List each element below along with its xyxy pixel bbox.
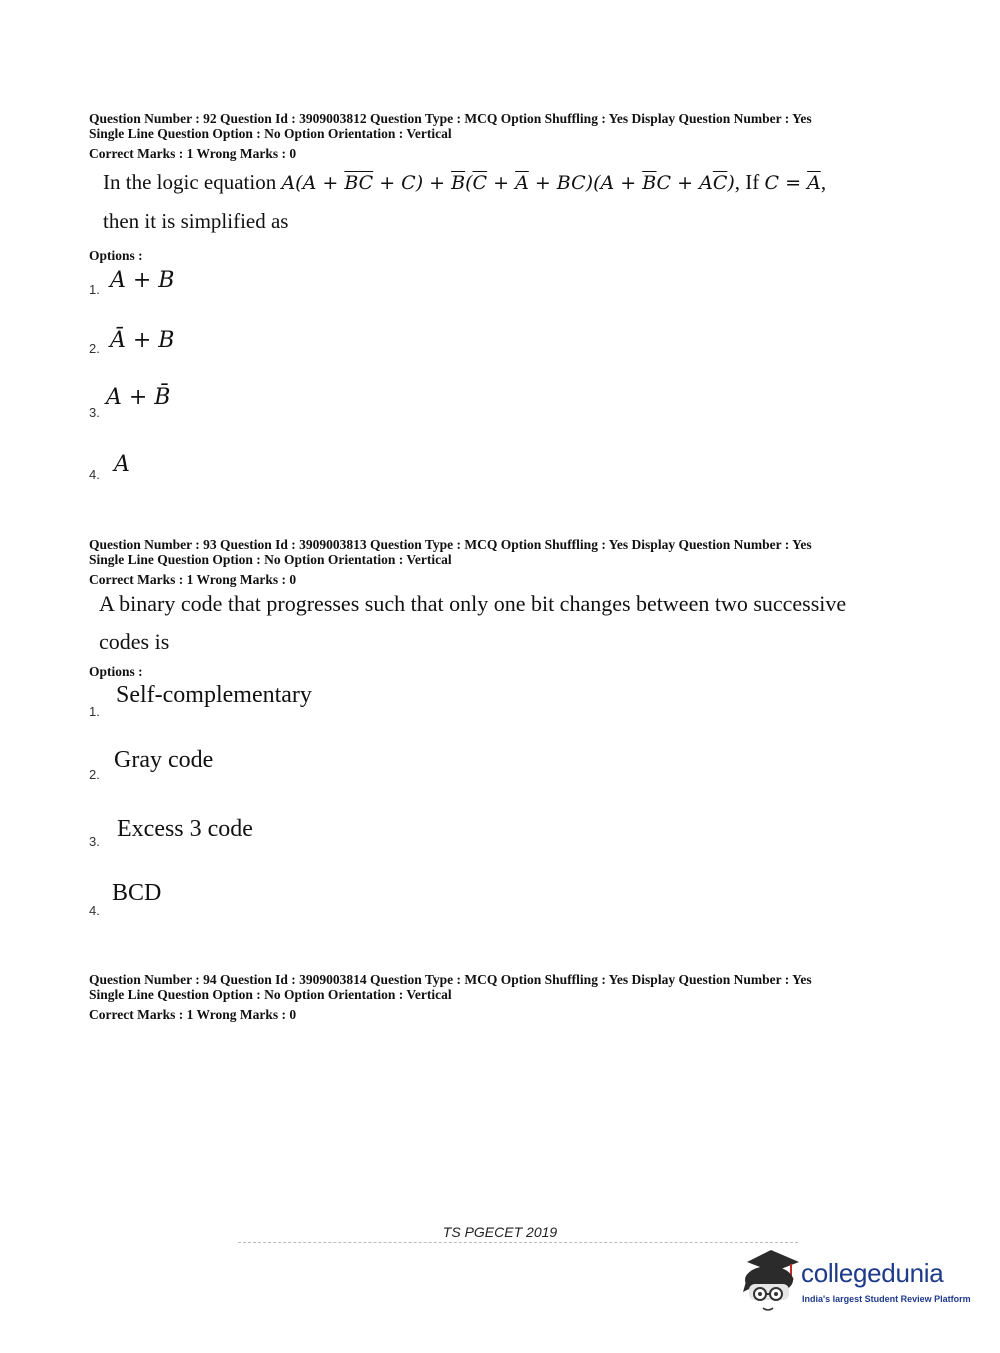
- question-meta-line2: Single Line Question Option : No Option Orientation : Vertical: [89, 126, 452, 141]
- question-meta-line1: Question Number : 93 Question Id : 3909003813 Question Type : MCQ Option Shuffling : Yes Display Question Number : Yes: [89, 537, 812, 552]
- options-label: Options :: [89, 664, 143, 679]
- question-text: [99, 585, 909, 661]
- question-marks: Correct Marks : 1 Wrong Marks : 0: [89, 146, 297, 161]
- option-number: 2.: [89, 341, 100, 356]
- question-text-line1: A binary code that progresses such that only one bit changes between two successive: [99, 591, 847, 616]
- option-value: Gray code: [114, 747, 214, 773]
- option-number: 2.: [89, 767, 100, 782]
- option-number: 4.: [89, 903, 100, 918]
- option-number: 3.: [89, 834, 100, 849]
- logic-equation: $A(A + \overline{B}\overline{C} + C) + \overline{B}(\overline{C} + \overline{A} + BC)(A + \overline{B}C + A\overline{C})$: [281, 172, 735, 194]
- question-94: [89, 972, 909, 1022]
- exam-footer: TS PGECET 2019: [442, 1224, 558, 1240]
- question-text: In the logic equation $A(A + \overline{B}\overline{C} + C) + \overline{B}(\overline{C} + \overline{A} + BC)(A + \overline{B}C + A\overline{C})$, If $C = \overline{A}$, then it is simplified as: [103, 163, 909, 240]
- option-value: BCD: [112, 880, 162, 906]
- mascot-icon: [741, 1248, 803, 1314]
- option-number: 4.: [89, 467, 100, 482]
- question-text-line2: codes is: [99, 629, 170, 654]
- question-93: [89, 537, 909, 680]
- option-value: Excess 3 code: [117, 816, 253, 842]
- footer-divider: [238, 1242, 798, 1243]
- option-value: Self-complementary: [116, 682, 312, 708]
- question-text-suffix: then it is simplified as: [103, 209, 289, 233]
- option-value: Ā + B: [110, 328, 175, 353]
- option-value: A + B: [110, 268, 175, 293]
- question-meta-line2: Single Line Question Option : No Option Orientation : Vertical: [89, 987, 452, 1002]
- option-value: A: [114, 452, 130, 477]
- options-label: Options :: [89, 248, 143, 263]
- collegedunia-logo[interactable]: [741, 1248, 971, 1318]
- brand-name: collegedunia: [801, 1258, 944, 1288]
- option-value: A + B̄: [106, 385, 171, 410]
- question-92: [89, 111, 909, 264]
- option-number: 1.: [89, 704, 100, 719]
- question-text-prefix: In the logic equation: [103, 170, 282, 194]
- question-meta-line1: Question Number : 92 Question Id : 3909003812 Question Type : MCQ Option Shuffling : Yes Display Question Number : Yes: [89, 111, 812, 126]
- question-marks: Correct Marks : 1 Wrong Marks : 0: [89, 1007, 297, 1022]
- question-meta-line2: Single Line Question Option : No Option Orientation : Vertical: [89, 552, 452, 567]
- option-number: 1.: [89, 282, 100, 297]
- brand-tagline: India's largest Student Review Platform: [802, 1294, 971, 1304]
- question-meta-line1: Question Number : 94 Question Id : 3909003814 Question Type : MCQ Option Shuffling : Yes Display Question Number : Yes: [89, 972, 812, 987]
- question-marks: Correct Marks : 1 Wrong Marks : 0: [89, 572, 297, 587]
- condition: $C = \overline{A}$: [764, 172, 821, 194]
- option-number: 3.: [89, 405, 100, 420]
